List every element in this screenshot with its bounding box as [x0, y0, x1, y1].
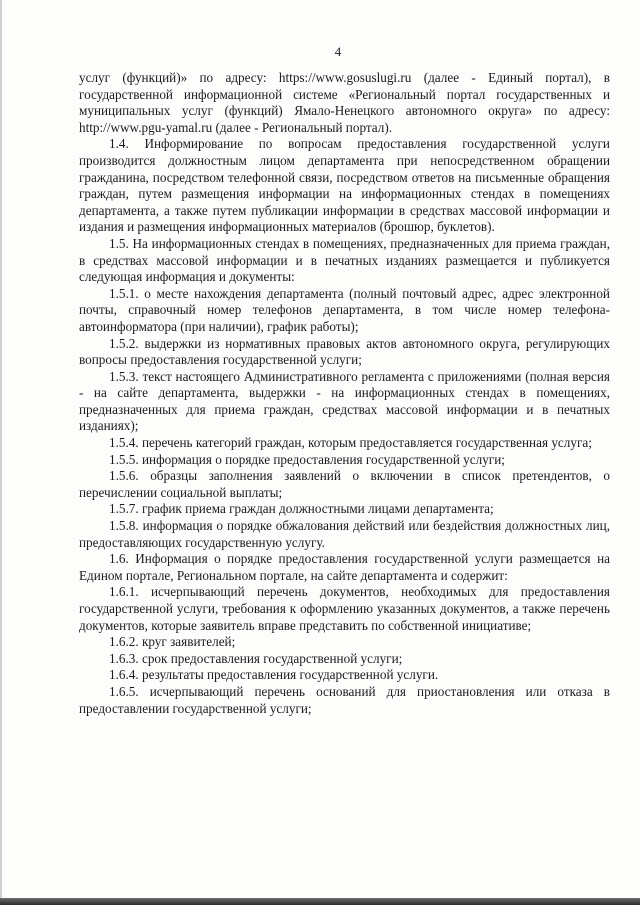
paragraph-1-6-5: 1.6.5. исчерпывающий перечень оснований для приостановления или отказа в предоставлении государственной услуги;	[79, 683, 610, 716]
paragraph-1-6-1: 1.6.1. исчерпывающий перечень документов, необходимых для предоставления государственной услуги, требования к оформлению указанных документов, а также перечень документов, которые заявитель вправе представить по собственной инициативе;	[79, 584, 610, 633]
document-body	[79, 70, 610, 717]
paragraph-1-5-7: 1.5.7. график приема граждан должностными лицами департамента;	[109, 501, 494, 517]
page-number: 4	[334, 44, 342, 59]
paragraph-1-5-2: 1.5.2. выдержки из нормативных правовых актов автономного округа, регулирующих вопросы предоставления государственной услуги;	[79, 335, 610, 368]
paragraph-1-6-2: 1.6.2. круг заявителей;	[109, 634, 236, 650]
paragraph-1-6-4: 1.6.4. результаты предоставления государственной услуги.	[109, 667, 439, 683]
paragraph-1-5-5: 1.5.5. информация о порядке предоставления государственной услуги;	[109, 451, 505, 467]
paragraph-1-5-3: 1.5.3. текст настоящего Административного регламента с приложениями (полная версия - на сайте департамента, выдержки - на информационных стендах в помещениях, предназначенных для приема граждан, средствах массовой информации и в печатных изданиях);	[79, 368, 610, 434]
paragraph-1-6-3: 1.6.3. срок предоставления государственной услуги;	[109, 650, 403, 666]
paragraph-1-5-4: 1.5.4. перечень категорий граждан, которым предоставляется государственная услуга;	[109, 435, 592, 451]
paragraph-1-6: 1.6. Информация о порядке предоставления государственной услуги размещается на Едином портале, Региональном портале, на сайте департамента и содержит:	[79, 551, 610, 583]
paragraph-1-5: 1.5. На информационных стендах в помещениях, предназначенных для приема граждан, в средствах массовой информации и в печатных изданиях размещается и публикуется следующая информация и документы:	[79, 235, 610, 285]
paragraph-1-4: 1.4. Информирование по вопросам предоставления государственной услуги производится должностным лицом департамента при непосредственном обращении гражданина, посредством телефонной связи, посредством ответов на письменные обращения граждан, путем размещения информации на информационных стендах в помещениях департамента, а также путем публикации информации в средствах массовой информации и издания и размещения информационных материалов (брошюр, буклетов).	[79, 136, 610, 235]
scan-bottom-edge	[0, 898, 640, 905]
paragraph-continuation: услуг (функций)» по адресу: https://www.gosuslugi.ru (далее - Единый портал), в государственной информационной системе «Региональный портал государственных и муниципальных услуг (функций) Ямало-Ненецкого автономного округа» по адресу: http://www.pgu-yamal.ru (далее - Региональный портал).	[79, 70, 610, 135]
paragraph-1-5-1: 1.5.1. о месте нахождения департамента (полный почтовый адрес, адрес электронной почты, справочный номер телефонов департамента, в том числе номер телефона-автоинформатора (при наличии), график работы);	[79, 285, 610, 334]
paragraph-1-5-6: 1.5.6. образцы заполнения заявлений о включении в список претендентов, о перечислении социальной выплаты;	[79, 468, 610, 500]
scan-left-edge	[0, 0, 2, 905]
paragraph-1-5-8: 1.5.8. информация о порядке обжалования действий или бездействия должностных лиц, предоставляющих государственную услугу.	[79, 518, 610, 550]
